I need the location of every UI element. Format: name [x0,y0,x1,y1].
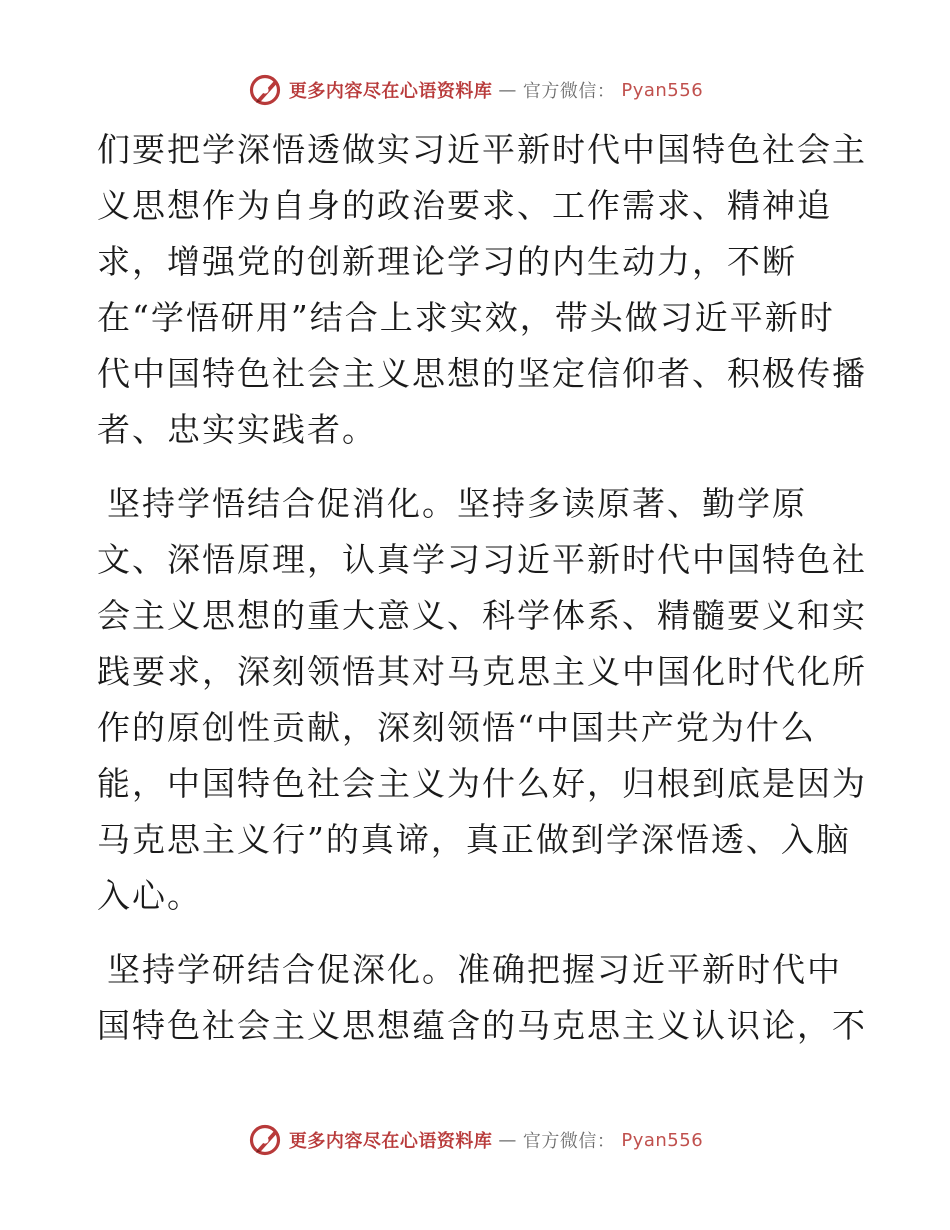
paragraph-spacer [97,458,857,476]
banner-main-text: 更多内容尽在心语资料库 [288,1131,493,1152]
paragraph-spacer [97,924,857,942]
text-line: 践要求，深刻领悟其对马克思主义中国化时代化所 [97,652,867,691]
text-line: 坚持学研结合促深化。准确把握习近平新时代中 [107,950,842,989]
text-line: 坚持学悟结合促消化。坚持多读原著、勤学原 [107,484,807,523]
text-line: 代中国特色社会主义思想的坚定信仰者、积极传播 [97,354,867,393]
pen-circle-logo-icon [247,1122,283,1158]
paragraph-1 [97,122,867,458]
banner-dash: — [498,1129,517,1151]
banner-wechat-id: Pyan556 [621,79,704,101]
banner-dash: — [498,79,517,101]
paragraph-2 [97,476,867,924]
text-line: 马克思主义行”的真谛，真正做到学深悟透、入脑 [97,820,851,859]
pen-circle-logo-icon [247,72,283,108]
text-line: 求，增强党的创新理论学习的内生动力，不断 [97,242,797,281]
text-line: 文、深悟原理，认真学习习近平新时代中国特色社 [97,540,867,579]
text-line: 入心。 [97,876,202,915]
text-line: 们要把学深悟透做实习近平新时代中国特色社会主 [97,130,867,169]
header-banner [0,70,950,110]
banner-wechat-id: Pyan556 [621,1129,704,1151]
text-line: 在“学悟研用”结合上求实效，带头做习近平新时 [97,298,835,337]
paragraph-3 [97,942,867,1054]
text-line: 能，中国特色社会主义为什么好，归根到底是因为 [97,764,867,803]
text-line: 义思想作为自身的政治要求、工作需求、精神追 [97,186,832,225]
banner-sub-text: 官方微信： [522,1131,616,1152]
text-line: 国特色社会主义思想蕴含的马克思主义认识论，不 [97,1006,867,1045]
text-line: 会主义思想的重大意义、科学体系、精髓要义和实 [97,596,867,635]
banner-sub-text: 官方微信： [522,81,616,102]
footer-banner [0,1120,950,1160]
banner-main-text: 更多内容尽在心语资料库 [288,81,493,102]
text-line: 作的原创性贡献，深刻领悟“中国共产党为什么 [97,708,816,747]
text-line: 者、忠实实践者。 [97,410,377,449]
document-body [97,122,867,1054]
